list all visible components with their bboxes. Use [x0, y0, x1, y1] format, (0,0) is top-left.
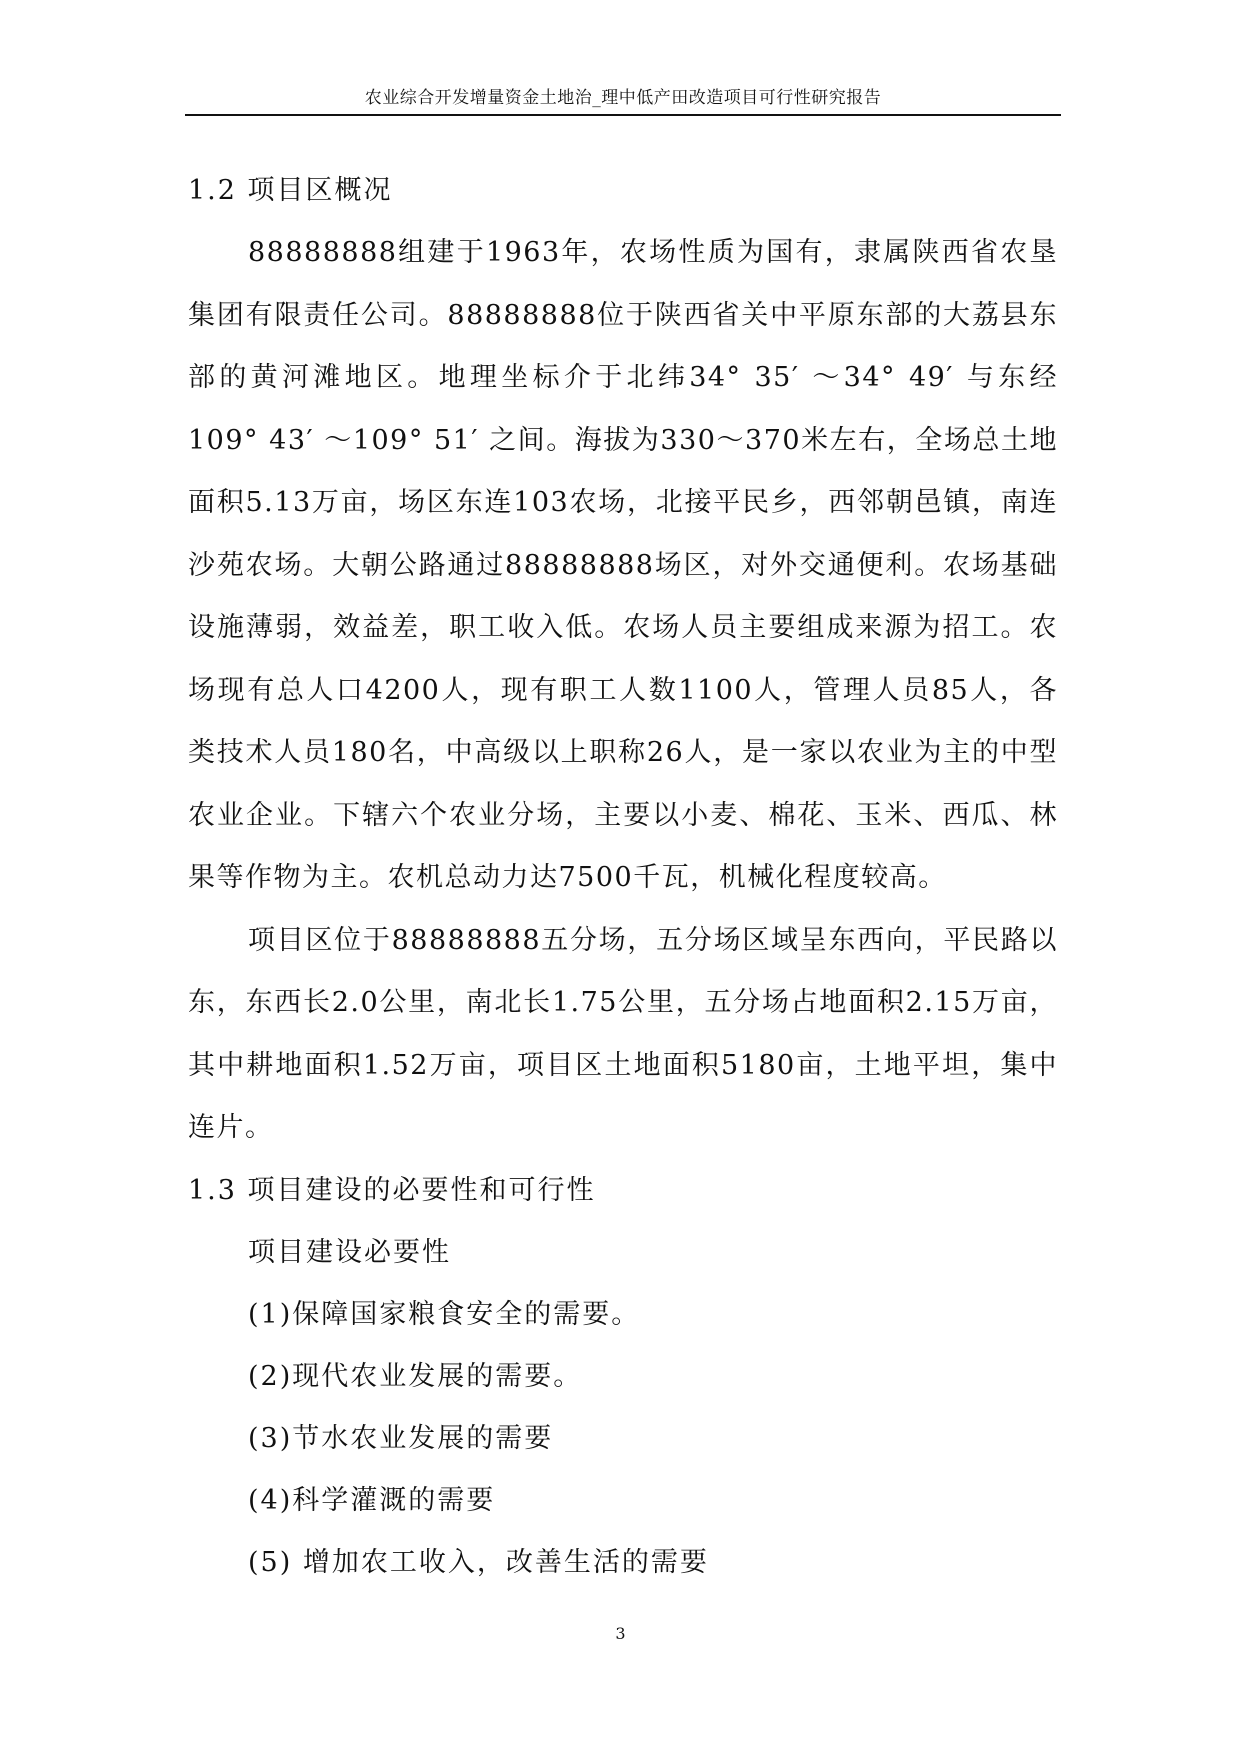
necessity-list: [188, 1284, 1058, 1594]
subheading-necessity: 项目建设必要性: [248, 1236, 451, 1268]
paragraph-farm-overview: 88888888组建于1963年，农场性质为国有，隶属陕西省农垦集团有限责任公司。88888888位于陕西省关中平原东部的大荔县东部的黄河滩地区。地理坐标介于北纬34° 35′ ～34° 49′ 与东经109° 43′ ～109° 51′ 之间。海拔为330～370米左右，全场总土地面积5.13万亩，场区东连103农场，北接平民乡，西邻朝邑镇，南连沙苑农场。大朝公路通过88888888场区，对外交通便利。农场基础设施薄弱，效益差，职工收入低。农场人员主要组成来源为招工。农场现有总人口4200人，现有职工人数1100人，管理人员85人，各类技术人员180名，中高级以上职称26人，是一家以农业为主的中型农业企业。下辖六个农业分场，主要以小麦、棉花、玉米、西瓜、林果等作物为主。农机总动力达7500千瓦，机械化程度较高。: [188, 237, 1058, 893]
section-heading-1-3: 1.3 项目建设的必要性和可行性: [188, 1174, 596, 1206]
list-item: (1)保障国家粮食安全的需要。: [248, 1298, 641, 1330]
page-number: 3: [615, 1624, 626, 1643]
header-divider: [185, 114, 1061, 116]
paragraph-project-area: 项目区位于88888888五分场，五分场区域呈东西向，平民路以东，东西长2.0公里，南北长1.75公里，五分场占地面积2.15万亩，其中耕地面积1.52万亩，项目区土地面积5180亩，土地平坦，集中连片。: [188, 924, 1058, 1143]
section-heading-1-2: 1.2 项目区概况: [188, 175, 393, 206]
list-item: (3)节水农业发展的需要: [248, 1422, 554, 1454]
list-item: (5) 增加农工收入，改善生活的需要: [248, 1546, 709, 1578]
list-item: (2)现代农业发展的需要。: [248, 1360, 583, 1392]
list-item: (4)科学灌溉的需要: [248, 1484, 496, 1516]
page-header: 农业综合开发增量资金土地治_理中低产田改造项目可行性研究报告: [364, 88, 882, 108]
document-body: [188, 160, 1058, 1594]
